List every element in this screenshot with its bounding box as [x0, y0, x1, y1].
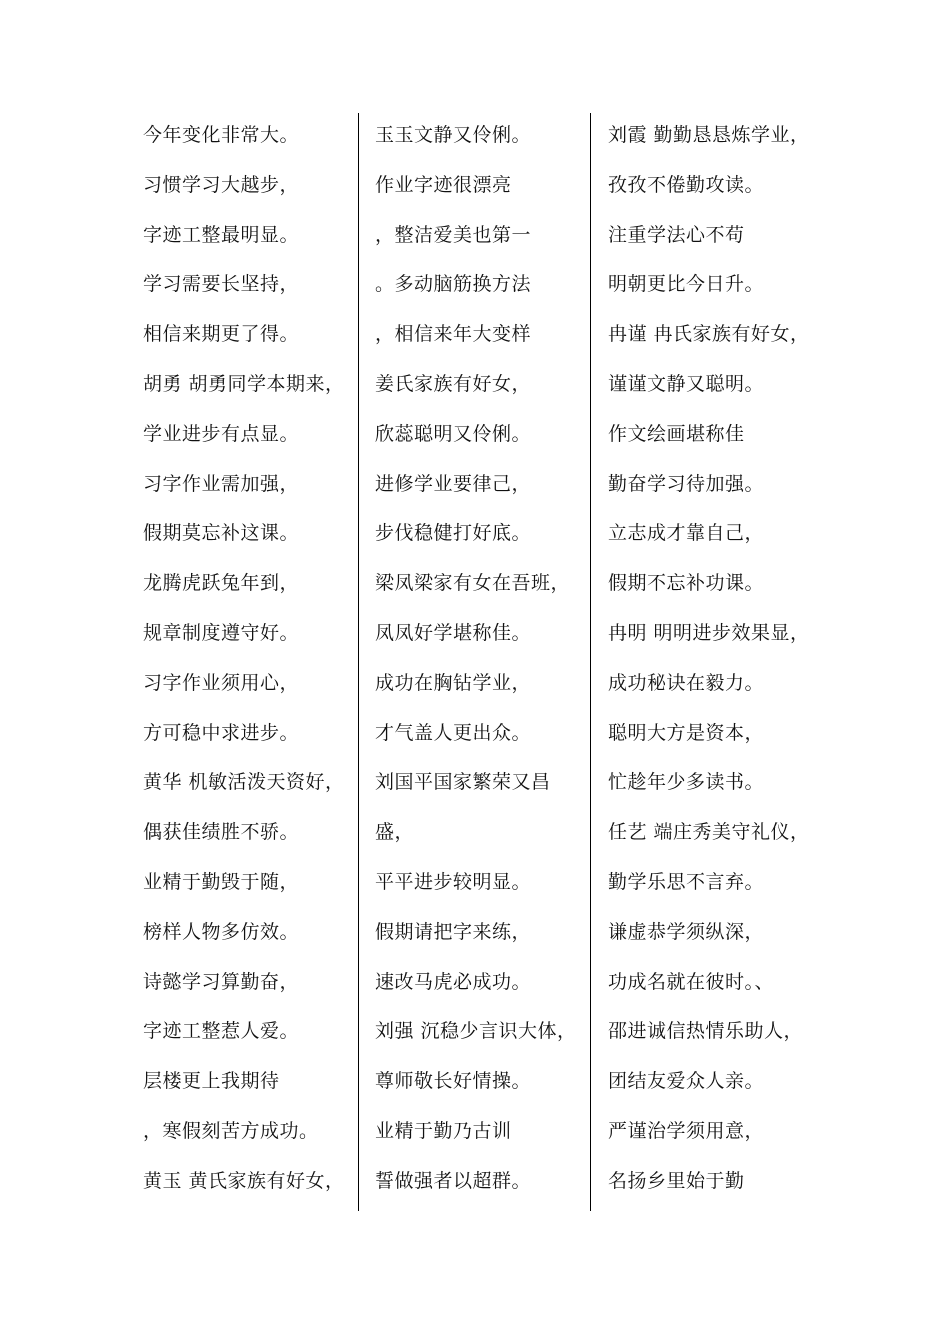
text-line: 欣蕊聪明又伶俐。 [375, 422, 532, 445]
column-divider [358, 113, 359, 1211]
text-line: 榜样人物多仿效。 [143, 920, 300, 943]
text-line: 习惯学习大越步， [143, 173, 300, 196]
text-line: 刘强 沉稳少言识大体， [375, 1020, 577, 1043]
text-line: 忙趁年少多读书。 [608, 771, 765, 794]
text-line: ，整洁爱美也第一 [375, 223, 532, 246]
text-column-2 [375, 118, 580, 1214]
text-line: 勤学乐思不言弃。 [608, 870, 765, 893]
text-line: 作业字迹很漂亮 [375, 173, 512, 196]
text-line: 成功在胸钻学业， [375, 671, 532, 694]
text-column-3 [608, 118, 818, 1214]
text-line: 功成名就在彼时。、 [608, 970, 775, 993]
text-line: 姜氏家族有好女， [375, 372, 532, 395]
text-line: 谨谨文静又聪明。 [608, 372, 765, 395]
column-divider [590, 113, 591, 1211]
text-line: 今年变化非常大。 [143, 124, 300, 146]
text-line: ，相信来年大变样 [375, 323, 532, 346]
text-line: 黄玉 黄氏家族有好女， [143, 1169, 345, 1192]
text-line: 聪明大方是资本， [608, 721, 765, 744]
text-line: 黄华 机敏活泼天资好， [143, 771, 345, 794]
text-line: 勤奋学习待加强。 [608, 472, 765, 495]
text-line: 平平进步较明显。 [375, 870, 532, 893]
text-line: 凤凤好学堪称佳。 [375, 621, 532, 644]
text-line: 胡勇 胡勇同学本期来， [143, 372, 345, 395]
text-line: 相信来期更了得。 [143, 323, 300, 346]
text-line: 冉明 明明进步效果显， [608, 621, 810, 644]
text-line: 业精于勤毁于随， [143, 870, 300, 893]
text-line: 孜孜不倦勤攻读。 [608, 173, 765, 196]
text-line: 假期请把字来练， [375, 920, 532, 943]
text-line: 才气盖人更出众。 [375, 721, 532, 744]
text-line: 冉谨 冉氏家族有好女， [608, 323, 810, 346]
text-line: 步伐稳健打好底。 [375, 522, 532, 545]
text-line: 规章制度遵守好。 [143, 621, 300, 644]
text-line: 假期莫忘补这课。 [143, 522, 300, 545]
text-line: 速改马虎必成功。 [375, 970, 532, 993]
text-line: 方可稳中求进步。 [143, 721, 300, 744]
text-line: 任艺 端庄秀美守礼仪， [608, 821, 810, 844]
text-line: 成功秘诀在毅力。 [608, 671, 765, 694]
text-line: 刘国平国家繁荣又昌 [375, 771, 551, 794]
text-line: 立志成才靠自己， [608, 522, 765, 545]
text-line: 字迹工整惹人爱。 [143, 1020, 300, 1043]
text-line: 诗懿学习算勤奋， [143, 970, 300, 993]
text-line: 龙腾虎跃兔年到， [143, 572, 300, 595]
text-line: 业精于勤乃古训 [375, 1119, 512, 1142]
text-line: 严谨治学须用意， [608, 1119, 765, 1142]
text-line: 团结友爱众人亲。 [608, 1070, 765, 1093]
text-line: 习字作业须用心， [143, 671, 300, 694]
text-line: 誓做强者以超群。 [375, 1169, 532, 1192]
text-line: 邵进诚信热情乐助人， [608, 1020, 804, 1043]
text-line: 学习需要长坚持， [143, 273, 300, 296]
text-line: 字迹工整最明显。 [143, 223, 300, 246]
text-line: 玉玉文静又伶俐。 [375, 124, 532, 146]
text-line: 尊师敬长好情操。 [375, 1070, 532, 1093]
text-line: 层楼更上我期待 [143, 1070, 280, 1093]
text-line: 假期不忘补功课。 [608, 572, 765, 595]
text-line: 进修学业要律己， [375, 472, 532, 495]
text-line: 谦虚恭学须纵深， [608, 920, 765, 943]
text-line: 梁凤梁家有女在吾班， [375, 572, 571, 595]
text-line: 明朝更比今日升。 [608, 273, 765, 296]
text-line: 。多动脑筋换方法 [375, 273, 532, 296]
text-column-1 [143, 118, 348, 1214]
text-line: ，寒假刻苦方成功。 [143, 1119, 319, 1142]
text-line: 名扬乡里始于勤 [608, 1169, 745, 1192]
text-line: 作文绘画堪称佳 [608, 422, 745, 445]
text-line: 盛， [375, 821, 415, 844]
text-line: 偶获佳绩胜不骄。 [143, 821, 300, 844]
text-line: 学业进步有点显。 [143, 422, 300, 445]
text-line: 习字作业需加强， [143, 472, 300, 495]
text-line: 注重学法心不苟 [608, 223, 745, 246]
text-line: 刘霞 勤勤恳恳炼学业， [608, 124, 810, 146]
